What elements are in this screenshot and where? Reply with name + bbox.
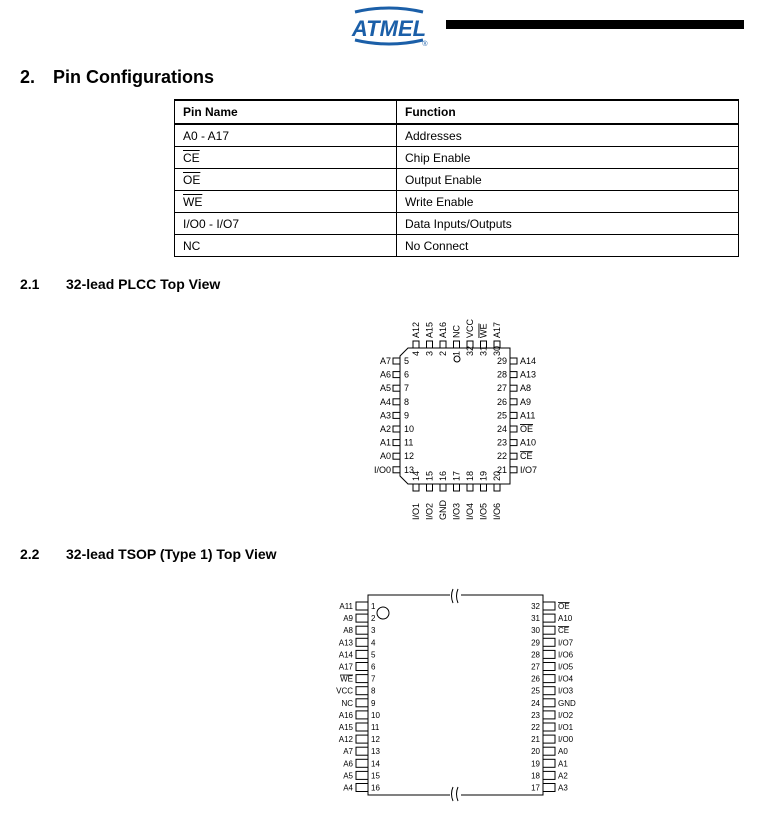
plcc-pin-label: I/O7: [520, 464, 538, 475]
plcc-pin-number: 25: [496, 410, 507, 421]
tsop-pin-number: 6: [371, 662, 376, 672]
tsop-pin-label: A9: [343, 614, 353, 624]
tsop-pin-number: 2: [371, 614, 376, 624]
plcc-pin-label: A5: [379, 383, 391, 394]
pin-name-cell: [175, 191, 397, 213]
tsop-pin-label: I/O5: [558, 662, 574, 672]
plcc-pin: [510, 412, 517, 418]
tsop-pin: [356, 626, 368, 634]
tsop-pin: [543, 735, 555, 743]
plcc-pin: [481, 484, 487, 491]
tsop-pin-label: CE: [558, 626, 570, 636]
plcc-pin: [393, 358, 400, 364]
pin-name-cell: [175, 213, 397, 235]
tsop-pin-label: A17: [338, 662, 353, 672]
function-cell: Addresses: [397, 124, 739, 147]
tsop-pin-label: A0: [558, 747, 568, 757]
pin-name: $\overline{OE}$: [183, 172, 201, 187]
plcc-pin-number: 3: [424, 350, 435, 356]
plcc-pin-label: A13: [520, 369, 537, 380]
pin-name-cell: [175, 124, 397, 147]
tsop-pin-number: 8: [371, 686, 376, 696]
tsop-pin-number: 3: [371, 626, 376, 636]
plcc-pin-label: I/O3: [451, 502, 462, 520]
tsop-pin-label: GND: [558, 698, 576, 708]
pin-name: $\overline{WE}$: [183, 194, 203, 209]
pin-table: [174, 99, 739, 257]
header-bar: [446, 20, 744, 29]
pin-name: $\overline{CE}$: [183, 150, 200, 165]
plcc-pin: [440, 484, 446, 491]
plcc-pin-label: A1: [379, 437, 391, 448]
tsop-diagram: [325, 585, 590, 805]
plcc-pin-number: 23: [496, 437, 507, 448]
plcc-pin: [413, 484, 419, 491]
function-cell: No Connect: [397, 235, 739, 257]
pin-name-cell: [175, 235, 397, 257]
tsop-pin: [543, 784, 555, 792]
tsop-pin-label: A3: [558, 783, 568, 793]
plcc-pin-label: A2: [379, 424, 391, 434]
tsop-pin: [543, 663, 555, 671]
plcc-pin: [393, 399, 400, 405]
plcc-pin-label: A8: [520, 383, 532, 394]
tsop-pin-number: 7: [371, 674, 376, 684]
tsop-pin: [356, 614, 368, 622]
table-row: [175, 147, 739, 169]
function-cell: Output Enable: [397, 169, 739, 191]
tsop-pin-label: I/O0: [558, 735, 574, 745]
plcc-pin-label: OE: [520, 424, 534, 434]
section-number: 2.: [20, 67, 36, 87]
tsop-pin-number: 12: [371, 735, 380, 745]
function-cell: Write Enable: [397, 191, 739, 213]
plcc-pin: [454, 341, 460, 348]
plcc-pin-number: 32: [465, 345, 475, 356]
header-pin-name: Pin Name: [175, 100, 397, 124]
plcc-pin: [393, 412, 400, 418]
tsop-pin: [543, 675, 555, 683]
tsop-pin-number: 9: [371, 698, 376, 708]
tsop-pin-number: 32: [531, 602, 540, 611]
plcc-pin-number: 18: [465, 470, 475, 481]
plcc-pin-label: NC: [451, 325, 462, 338]
plcc-pin-label: A16: [438, 321, 448, 338]
plcc-pin-number: 15: [424, 470, 435, 481]
table-row: [175, 191, 739, 213]
tsop-pin-label: A10: [558, 614, 573, 624]
plcc-pin: [510, 440, 517, 446]
tsop-number: 2.2: [20, 546, 40, 562]
plcc-pin-number: 16: [438, 470, 448, 481]
plcc-pin: [510, 453, 517, 459]
header-function: Function: [397, 100, 739, 124]
pin-name: A0 - A17: [183, 128, 230, 143]
plcc-pin-number: 19: [478, 470, 489, 481]
tsop-pin: [356, 675, 368, 683]
tsop-pin-label: A12: [338, 735, 353, 745]
tsop-pin: [543, 602, 555, 610]
function-cell: Chip Enable: [397, 147, 739, 169]
plcc-pin-label: I/O2: [424, 502, 435, 520]
logo-registered-mark: ®: [422, 41, 428, 46]
plcc-pin-label: A15: [424, 321, 435, 338]
tsop-pin: [543, 759, 555, 767]
plcc-pin-label: VCC: [465, 318, 475, 338]
tsop-pin: [356, 638, 368, 646]
tsop-pin: [356, 699, 368, 707]
tsop-pin-label: A11: [339, 602, 353, 611]
plcc-title-text: 32-lead PLCC Top View: [66, 276, 221, 292]
plcc-pin: [510, 399, 517, 405]
tsop-pin-label: I/O7: [558, 638, 574, 648]
plcc-pin-number: 30: [492, 345, 502, 356]
tsop-pin-number: 21: [531, 735, 540, 745]
plcc-pin-label: I/O5: [478, 502, 489, 520]
tsop-pin-number: 17: [531, 783, 540, 793]
plcc-title: [20, 276, 220, 292]
tsop-pin-number: 16: [371, 783, 380, 793]
plcc-diagram: [360, 308, 560, 523]
tsop-pin-label: A6: [343, 759, 353, 769]
plcc-pin-number: 27: [496, 383, 507, 394]
plcc-pin-number: 14: [411, 470, 421, 481]
plcc-pin-label: A7: [379, 356, 391, 366]
tsop-pin-number: 28: [531, 650, 540, 660]
tsop-pin-label: A4: [343, 783, 353, 793]
tsop-pin: [356, 759, 368, 767]
pin-name: NC: [183, 238, 201, 253]
table-row: [175, 124, 739, 147]
plcc-pin-number: 4: [411, 350, 421, 356]
plcc-pin-label: GND: [438, 500, 448, 520]
tsop-pin-label: A8: [343, 626, 353, 636]
plcc-pin: [393, 440, 400, 446]
plcc-pin-number: 13: [404, 464, 415, 475]
plcc-pin: [393, 372, 400, 378]
tsop-pin-number: 20: [531, 747, 540, 757]
tsop-pin-number: 18: [531, 771, 540, 781]
tsop-pin-label: A14: [338, 650, 353, 660]
tsop-pin-number: 30: [531, 626, 540, 636]
plcc-pin-number: 22: [496, 451, 507, 462]
plcc-pin-label: A9: [520, 396, 532, 407]
tsop-pin-number: 23: [531, 710, 540, 720]
tsop-pin-label: I/O3: [558, 686, 574, 696]
tsop-pin: [543, 711, 555, 719]
tsop-pin-label: A5: [343, 771, 353, 781]
section-title: [20, 67, 214, 88]
logo-text: ATMEL: [351, 16, 427, 41]
pin1-indicator: [377, 607, 389, 619]
tsop-pin: [356, 747, 368, 755]
plcc-pin: [393, 426, 400, 432]
plcc-pin-number: 11: [404, 437, 414, 448]
plcc-pin-label: A12: [411, 321, 421, 338]
tsop-pin-number: 11: [371, 723, 380, 732]
tsop-pin-number: 14: [371, 759, 380, 769]
pin-name-cell: [175, 147, 397, 169]
plcc-pin: [440, 341, 446, 348]
plcc-pin: [413, 341, 419, 348]
plcc-pin-label: A11: [520, 410, 536, 421]
tsop-pin-number: 26: [531, 674, 540, 684]
table-row: [175, 213, 739, 235]
plcc-pin-label: WE: [478, 323, 489, 338]
plcc-pin-number: 26: [496, 396, 507, 407]
tsop-pin-number: 5: [371, 650, 376, 660]
tsop-pin: [543, 699, 555, 707]
atmel-logo: [349, 6, 429, 46]
plcc-pin: [510, 385, 517, 391]
plcc-pin-number: 6: [404, 369, 410, 380]
plcc-pin-number: 5: [404, 356, 410, 366]
plcc-pin-number: 24: [496, 424, 507, 434]
tsop-title-text: 32-lead TSOP (Type 1) Top View: [66, 546, 277, 562]
tsop-pin-label: NC: [341, 698, 353, 708]
tsop-pin-label: I/O1: [558, 723, 574, 732]
plcc-pin: [494, 484, 500, 491]
plcc-pin-number: 1: [451, 350, 462, 356]
tsop-pin-number: 4: [371, 638, 376, 648]
plcc-pin-number: 7: [404, 383, 410, 394]
tsop-pin: [543, 638, 555, 646]
tsop-pin: [543, 723, 555, 731]
tsop-pin-label: A16: [338, 710, 353, 720]
table-row: [175, 169, 739, 191]
tsop-title: [20, 546, 277, 562]
table-header-row: [175, 100, 739, 124]
plcc-pin: [510, 358, 517, 364]
tsop-pin-number: 15: [371, 771, 380, 781]
tsop-pin-number: 25: [531, 686, 540, 696]
plcc-pin-number: 2: [438, 350, 448, 356]
plcc-pin-label: A3: [379, 410, 391, 421]
tsop-pin: [356, 711, 368, 719]
plcc-pin-label: A0: [379, 451, 391, 462]
function-cell: Data Inputs/Outputs: [397, 213, 739, 235]
tsop-pin: [356, 735, 368, 743]
tsop-pin-label: A2: [558, 771, 568, 781]
tsop-pin: [356, 723, 368, 731]
plcc-pin-label: A14: [520, 356, 537, 366]
tsop-pin-number: 13: [371, 747, 380, 757]
tsop-pin-label: I/O4: [558, 674, 574, 684]
plcc-pin: [510, 372, 517, 378]
plcc-pin-number: 28: [496, 369, 507, 380]
tsop-pin: [543, 747, 555, 755]
plcc-pin: [427, 341, 433, 348]
tsop-pin-label: A15: [338, 723, 353, 732]
tsop-pin-label: A7: [343, 747, 353, 757]
tsop-pin: [356, 602, 368, 610]
plcc-pin-number: 21: [496, 464, 507, 475]
plcc-pin-number: 10: [404, 424, 415, 434]
tsop-pin: [543, 650, 555, 658]
tsop-pin-label: WE: [340, 674, 353, 684]
plcc-pin-number: 20: [492, 470, 502, 481]
tsop-pin-label: A13: [338, 638, 353, 648]
plcc-pin-number: 29: [496, 356, 507, 366]
plcc-pin-label: I/O0: [373, 464, 391, 475]
section-title-text: Pin Configurations: [53, 67, 214, 87]
plcc-pin-label: A17: [492, 321, 502, 338]
tsop-pin-label: A1: [558, 759, 568, 769]
tsop-pin: [356, 687, 368, 695]
plcc-pin-label: A10: [520, 437, 537, 448]
plcc-pin: [510, 467, 517, 473]
tsop-pin-number: 1: [371, 602, 376, 611]
tsop-pin-number: 27: [531, 662, 540, 672]
pin-name: I/O0 - I/O7: [183, 216, 240, 231]
tsop-pin-number: 29: [531, 638, 540, 648]
plcc-pin-label: I/O1: [411, 502, 421, 520]
plcc-pin-number: 12: [404, 451, 415, 462]
tsop-pin: [543, 687, 555, 695]
plcc-pin-label: I/O6: [492, 502, 502, 520]
tsop-pin: [356, 784, 368, 792]
plcc-number: 2.1: [20, 276, 40, 292]
plcc-pin: [427, 484, 433, 491]
tsop-pin-label: I/O2: [558, 710, 574, 720]
plcc-pin-label: A6: [379, 369, 391, 380]
plcc-pin-number: 17: [451, 470, 462, 481]
tsop-pin-number: 22: [531, 723, 540, 732]
tsop-pin: [543, 626, 555, 634]
plcc-pin-label: A4: [379, 396, 391, 407]
plcc-pin: [467, 484, 473, 491]
plcc-pin: [393, 467, 400, 473]
plcc-pin-label: CE: [520, 451, 533, 462]
tsop-pin: [543, 614, 555, 622]
plcc-pin-number: 31: [478, 345, 489, 356]
tsop-pin-number: 31: [531, 614, 540, 624]
tsop-pin: [543, 771, 555, 779]
plcc-pin-number: 8: [404, 396, 410, 407]
tsop-pin-number: 10: [371, 710, 380, 720]
tsop-pin: [356, 663, 368, 671]
tsop-pin: [356, 771, 368, 779]
plcc-pin-label: I/O4: [465, 502, 475, 520]
plcc-pin: [393, 453, 400, 459]
plcc-pin: [454, 484, 460, 491]
plcc-pin-number: 9: [404, 410, 410, 421]
plcc-pin: [393, 385, 400, 391]
tsop-pin: [356, 650, 368, 658]
pin-name-cell: [175, 169, 397, 191]
table-row: [175, 235, 739, 257]
tsop-pin-label: OE: [558, 602, 570, 611]
tsop-pin-number: 19: [531, 759, 540, 769]
plcc-pin: [510, 426, 517, 432]
tsop-pin-label: VCC: [336, 686, 353, 696]
tsop-pin-number: 24: [531, 698, 540, 708]
tsop-pin-label: I/O6: [558, 650, 574, 660]
